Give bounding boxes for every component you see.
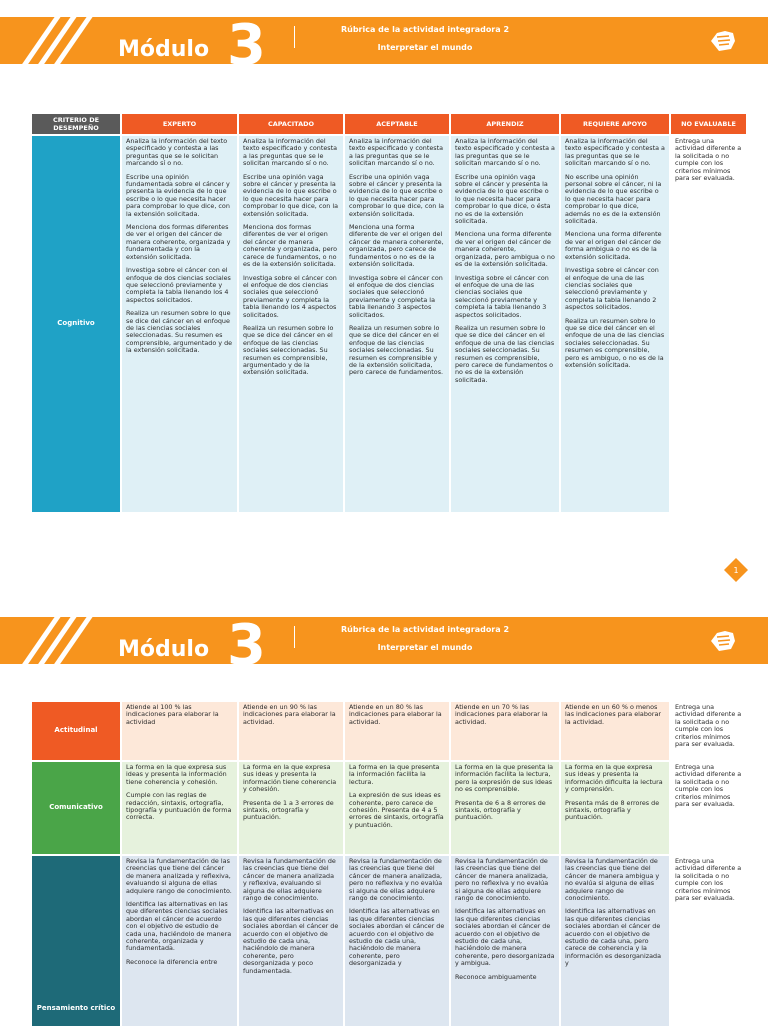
module-number: 3	[227, 613, 266, 678]
cell-aprendiz: La forma en la que presenta la información facilita la lectura, pero la expresión de sus ideas no es comprensible. Presenta de 6 a 8 errores de sintaxis, ortografía y puntuación.	[451, 762, 559, 854]
cell-no-evaluable: Entrega una actividad diferente a la solicitada o no cumple con los criterios mínimos para ser evaluada.	[671, 762, 746, 854]
page-2	[0, 600, 768, 1024]
cell-capacitado: Atiende en un 90 % las indicaciones para elaborar la actividad.	[239, 702, 343, 760]
cell-no-evaluable: Entrega una actividad diferente a la solicitada o no cumple con los criterios mínimos para ser evaluada.	[671, 702, 746, 760]
cell-no-evaluable: Entrega una actividad diferente a la solicitada o no cumple con los criterios mínimos para ser evaluada.	[671, 856, 746, 1026]
cell-aprendiz: Revisa la fundamentación de las creencias que tiene del cáncer de manera analizada, pero no reflexiva y no evalúa si alguna de ellas adquiere rango de conocimiento. Identifica las alternativas en las que diferentes ciencias sociales abordan el cáncer de acuerdo con el objetivo de estudio de cada una, haciéndolo de manera coherente, pero desorganizada y ambigua. Reconoce ambiguamente	[451, 856, 559, 1026]
col-criterio: CRITERIO DE DESEMPEÑO	[32, 114, 120, 134]
row-comunicativo	[32, 762, 746, 854]
page-number: 1	[733, 566, 739, 575]
rubric-table-page-2	[30, 700, 748, 1028]
rubric-title: Rúbrica de la actividad integradora 2	[340, 625, 510, 634]
cell-aceptable: Revisa la fundamentación de las creencias que tiene del cáncer de manera analizada, pero no reflexiva y no evalúa si alguna de ellas adquiere rango de conocimiento. Identifica las alternativas en las que diferentes ciencias sociales abordan el cáncer de acuerdo con el objetivo de estudio de cada una, haciéndolo de manera coherente, pero desorganizada y	[345, 856, 449, 1026]
module-header	[0, 0, 768, 85]
rubric-subtitle: Interpretar el mundo	[377, 43, 473, 52]
rubric-subtitle: Interpretar el mundo	[377, 643, 473, 652]
cell-requiere-apoyo: Revisa la fundamentación de las creencias que tiene del cáncer de manera ambigua y no evalúa si alguna de ellas adquiere rango de conocimiento. Identifica las alternativas en las que diferentes ciencias sociales abordan el cáncer de acuerdo con el objetivo de estudio de cada una, pero carece de coherencia y la información es desorganizada y	[561, 856, 669, 1026]
header-divider	[294, 26, 295, 48]
row-actitudinal	[32, 702, 746, 760]
stripes-logo	[0, 0, 118, 85]
module-number: 3	[227, 13, 266, 78]
cell-aceptable: Analiza la información del texto especificado y contesta a las preguntas que se le solicitan marcando sí o no. Escribe una opinión vaga sobre el cáncer y presenta la evidencia de lo que escribe o lo que necesita hacer para comprobar lo que dice, con la extensión solicitada. Menciona una forma diferente de ver el origen del cáncer de manera coherente, organizada, pero carece de fundamentos o no es de la extensión solicitada. Investiga sobre el cáncer con el enfoque de dos ciencias sociales que seleccionó previamente y completa la tabla llenando 3 aspectos solicitados. Realiza un resumen sobre lo que se dice del cáncer en el enfoque de las ciencias sociales seleccionadas. Su resumen es comprensible y de la extensión solicitada, pero carece de fundamentos.	[345, 136, 449, 512]
row-pensamiento-critico	[32, 856, 746, 1026]
module-word: Módulo	[118, 637, 210, 662]
cell-experto: La forma en la que expresa sus ideas y presenta la información tiene coherencia y cohesión. Cumple con las reglas de redacción, sintaxis, ortografía, tipografía y puntuación de forma correcta.	[122, 762, 237, 854]
cell-requiere-apoyo: La forma en la que expresa sus ideas y presenta la información dificulta la lectura y comprensión. Presenta más de 8 errores de sintaxis, ortografía y puntuación.	[561, 762, 669, 854]
rubric-table-page-1	[30, 112, 748, 514]
col-no-evaluable: NO EVALUABLE	[671, 114, 746, 134]
header-divider	[294, 626, 295, 648]
cell-capacitado: La forma en la que expresa sus ideas y presenta la información tiene coherencia y cohesión. Presenta de 1 a 3 errores de sintaxis, ortografía y puntuación.	[239, 762, 343, 854]
hand-logo-icon	[705, 21, 741, 57]
col-experto: EXPERTO	[122, 114, 237, 134]
cell-capacitado: Revisa la fundamentación de las creencias que tiene del cáncer de manera analizada y reflexiva, evaluando si alguna de ellas adquiere rango de conocimiento. Identifica las alternativas en las que diferentes ciencias sociales abordan el cáncer de acuerdo con el objetivo de estudio de cada una, haciéndolo de manera coherente, pero desorganizada y poco fundamentada.	[239, 856, 343, 1026]
stripes-logo	[0, 600, 118, 685]
cell-no-evaluable: Entrega una actividad diferente a la solicitada o no cumple con los criterios mínimos para ser evaluada.	[671, 136, 746, 512]
cell-experto: Revisa la fundamentación de las creencias que tiene del cáncer de manera analizada y reflexiva, evaluando si alguna de ellas adquiere rango de conocimiento. Identifica las alternativas en las que diferentes ciencias sociales abordan el cáncer de acuerdo con el objetivo de estudio de cada una, haciéndolo de manera coherente, organizada y fundamentada. Reconoce la diferencia entre	[122, 856, 237, 1026]
criterion-comunicativo: Comunicativo	[32, 762, 120, 854]
col-capacitado: CAPACITADO	[239, 114, 343, 134]
cell-requiere-apoyo: Analiza la información del texto especificado y contesta a las preguntas que se le solicitan marcando sí o no. No escribe una opinión personal sobre el cáncer, ni la evidencia de lo que escribe o lo que necesita hacer para comprobar lo que dice, además no es de la extensión solicitada. Menciona una forma diferente de ver el origen del cáncer de forma ambigua o no es de la extensión solicitada. Investiga sobre el cáncer con el enfoque de una de las ciencias sociales que seleccionó previamente y completa la tabla llenando 2 aspectos solicitados. Realiza un resumen sobre lo que se dice del cáncer en el enfoque de una de las ciencias sociales seleccionadas. Su resumen es comprensible, pero es ambiguo, o no es de la extensión solicitada.	[561, 136, 669, 512]
col-aceptable: ACEPTABLE	[345, 114, 449, 134]
cell-aprendiz: Analiza la información del texto especificado y contesta a las preguntas que se le solicitan marcando sí o no. Escribe una opinión vaga sobre el cáncer y presenta la evidencia de lo que escribe o lo que necesita hacer para comprobar lo que dice, o ésta no es de la extensión solicitada. Menciona una forma diferente de ver el origen del cáncer de manera coherente, organizada, pero ambigua o no es de la extensión solicitada. Investiga sobre el cáncer con el enfoque de una de las ciencias sociales que seleccionó previamente y completa la tabla llenando 3 aspectos solicitados. Realiza un resumen sobre lo que se dice del cáncer en el enfoque de una de las ciencias sociales seleccionadas. Su resumen es comprensible, pero carece de fundamentos o no es de la extensión solicitada.	[451, 136, 559, 512]
cell-aceptable: La forma en la que presenta la información facilita la lectura. La expresión de sus ideas es coherente, pero carece de cohesión. Presenta de 4 a 5 errores de sintaxis, ortografía y puntuación.	[345, 762, 449, 854]
cell-experto: Analiza la información del texto especificado y contesta a las preguntas que se le solicitan marcando sí o no. Escribe una opinión fundamentada sobre el cáncer y presenta la evidencia de lo que escribe o lo que necesita hacer para comprobar lo que dice, con la extensión solicitada. Menciona dos formas diferentes de ver el origen del cáncer de manera coherente, organizada y fundamentada y con la extensión solicitada. Investiga sobre el cáncer con el enfoque de dos ciencias sociales que seleccionó previamente y completa la tabla llenando los 4 aspectos solicitados. Realiza un resumen sobre lo que se dice del cáncer en el enfoque de las ciencias sociales seleccionadas. Su resumen es comprensible, argumentado y de la extensión solicitada.	[122, 136, 237, 512]
row-cognitivo	[32, 136, 746, 512]
cell-aprendiz: Atiende en un 70 % las indicaciones para elaborar la actividad.	[451, 702, 559, 760]
rubric-title: Rúbrica de la actividad integradora 2	[340, 25, 510, 34]
page-badge-icon	[722, 556, 750, 584]
col-aprendiz: APRENDIZ	[451, 114, 559, 134]
criterion-actitudinal: Actitudinal	[32, 702, 120, 760]
cell-capacitado: Analiza la información del texto especificado y contesta a las preguntas que se le solicitan marcando sí o no. Escribe una opinión vaga sobre el cáncer y presenta la evidencia de lo que escribe o lo que necesita hacer para comprobar lo que dice, con la extensión solicitada. Menciona dos formas diferentes de ver el origen del cáncer de manera coherente y organizada, pero carece de fundamentos, o no es de la extensión solicitada. Investiga sobre el cáncer con el enfoque de dos ciencias sociales que seleccionó previamente y completa la tabla llenando los 4 aspectos solicitados. Realiza un resumen sobre lo que se dice del cáncer en el enfoque de las ciencias sociales seleccionadas. Su resumen es comprensible, argumentado y de la extensión solicitada.	[239, 136, 343, 512]
criterion-cognitivo: Cognitivo	[32, 136, 120, 512]
cell-aceptable: Atiende en un 80 % las indicaciones para elaborar la actividad.	[345, 702, 449, 760]
header-row	[32, 114, 746, 134]
cell-experto: Atiende al 100 % las indicaciones para elaborar la actividad	[122, 702, 237, 760]
module-header-2	[0, 600, 768, 685]
cell-requiere-apoyo: Atiende en un 60 % o menos las indicaciones para elaborar la actividad.	[561, 702, 669, 760]
hand-logo-icon	[705, 621, 741, 657]
col-requiere-apoyo: REQUIERE APOYO	[561, 114, 669, 134]
module-word: Módulo	[118, 37, 210, 62]
criterion-pensamiento-critico: Pensamiento crítico	[32, 856, 120, 1026]
